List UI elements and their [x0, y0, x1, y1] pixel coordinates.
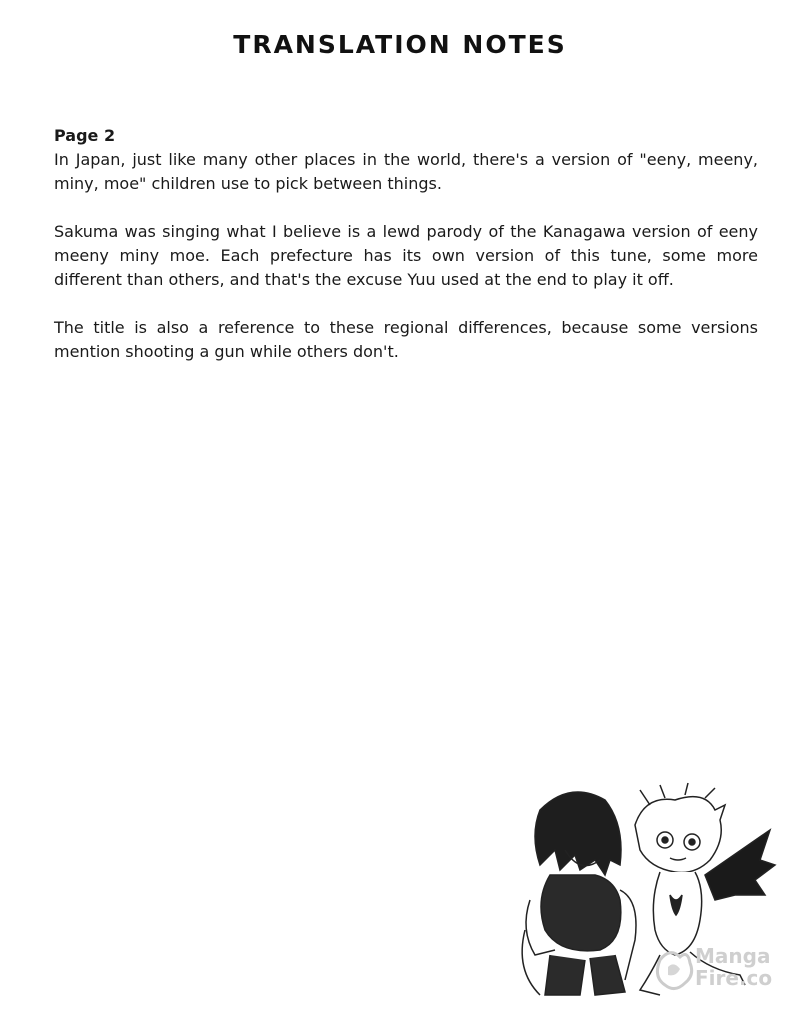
watermark-line-2: Fire.co: [695, 966, 773, 990]
note-paragraph-1: In Japan, just like many other places in the world, there's a version of "eeny, meeny, miny, moe" children use to pick between things.: [54, 150, 758, 193]
dark-haired-character: [522, 792, 636, 995]
page-title: TRANSLATION NOTES: [233, 30, 567, 59]
watermark-text: [695, 945, 772, 989]
page-label: Page 2: [54, 126, 116, 145]
note-paragraph-3: The title is also a reference to these regional differences, because some versions mention shooting a gun while others don't.: [54, 318, 758, 361]
note-paragraph-2: Sakuma was singing what I believe is a lewd parody of the Kanagawa version of eeny meeny miny moe. Each prefecture has its own version of this tune, some more different than others, and that's the excuse Yuu used at the end to play it off.: [54, 222, 758, 289]
translation-notes: [54, 124, 758, 388]
watermark-line-1: Manga: [695, 944, 771, 968]
